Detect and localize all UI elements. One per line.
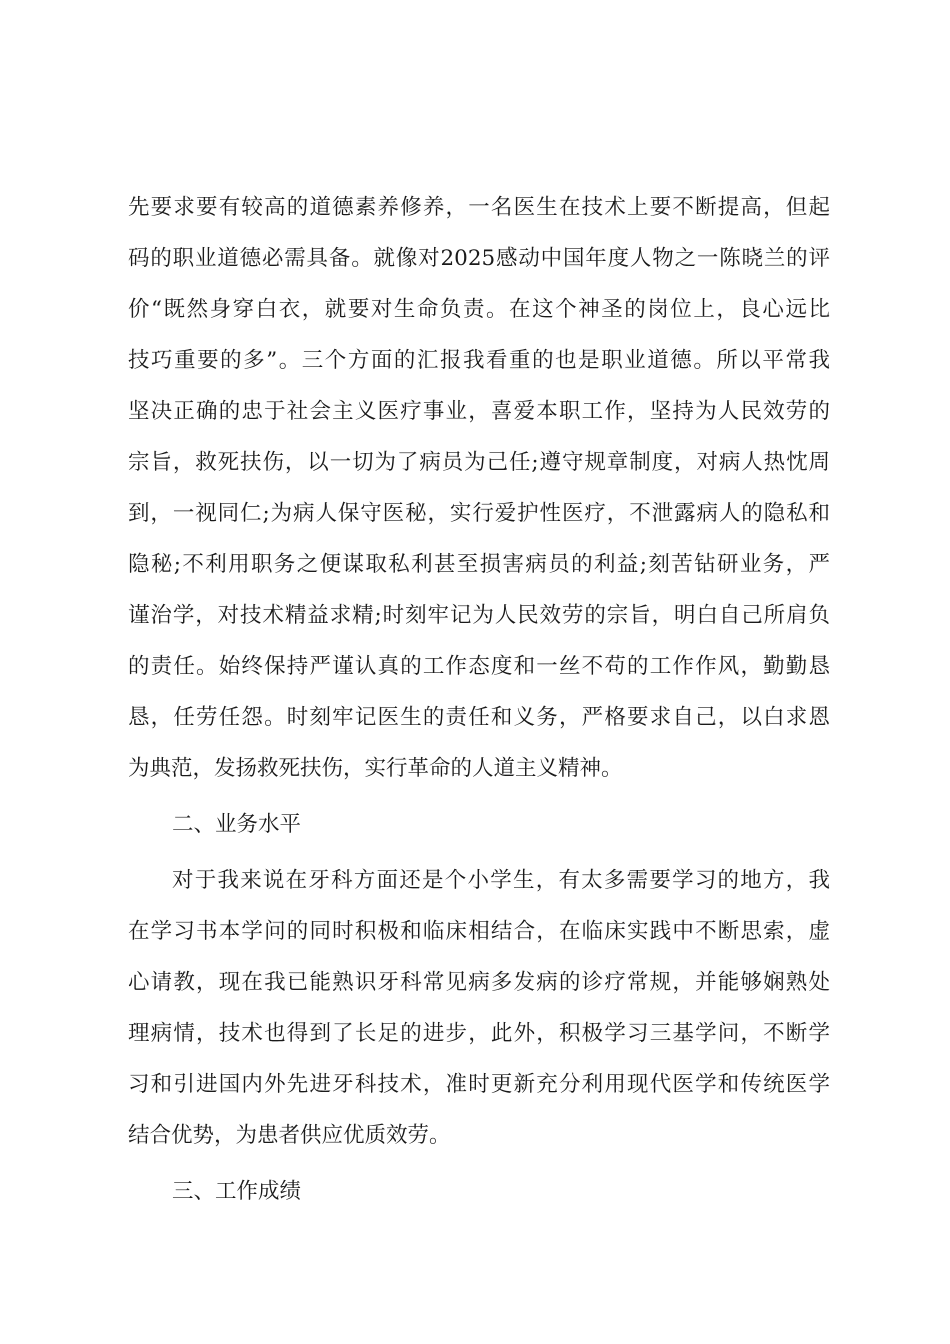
text-line: 码的职业道德必需具备。就像对2025感动中国年度人物之一陈晓兰的评 (128, 246, 830, 271)
section-heading-work-results: 三、工作成绩 (172, 1179, 302, 1204)
text-line: 宗旨，救死扶伤，以一切为了病员为己任;遵守规章制度，对病人热忱周 (128, 450, 830, 475)
text-line: 为典范，发扬救死扶伤，实行革命的人道主义精神。 (128, 756, 623, 781)
text-line: 的责任。始终保持严谨认真的工作态度和一丝不苟的工作作风，勤勤恳 (128, 654, 830, 679)
section-heading-business-level: 二、业务水平 (172, 812, 302, 837)
text-line: 习和引进国内外先进牙科技术，准时更新充分利用现代医学和传统医学 (128, 1072, 830, 1097)
text-line: 先要求要有较高的道德素养修养，一名医生在技术上要不断提高，但起 (128, 195, 830, 220)
text-line: 对于我来说在牙科方面还是个小学生，有太多需要学习的地方，我 (172, 868, 830, 893)
paragraph-business-level (128, 855, 830, 1161)
text-line: 结合优势，为患者供应优质效劳。 (128, 1123, 451, 1148)
text-line: 隐秘;不利用职务之便谋取私利甚至损害病员的利益;刻苦钻研业务，严 (128, 552, 830, 577)
text-line: 心请教，现在我已能熟识牙科常见病多发病的诊疗常规，并能够娴熟处 (128, 970, 830, 995)
text-line: 谨治学，对技术精益求精;时刻牢记为人民效劳的宗旨，明白自己所肩负 (128, 603, 830, 628)
paragraph-professional-ethics (128, 182, 830, 794)
text-line: 恳，任劳任怨。时刻牢记医生的责任和义务，严格要求自己，以白求恩 (128, 705, 830, 730)
text-line: 在学习书本学问的同时积极和临床相结合，在临床实践中不断思索，虚 (128, 919, 830, 944)
text-line: 理病情，技术也得到了长足的进步，此外，积极学习三基学问，不断学 (128, 1021, 830, 1046)
text-line: 到，一视同仁;为病人保守医秘，实行爱护性医疗，不泄露病人的隐私和 (128, 501, 830, 526)
text-line: 价“既然身穿白衣，就要对生命负责。在这个神圣的岗位上，良心远比 (128, 297, 830, 322)
text-line: 坚决正确的忠于社会主义医疗事业，喜爱本职工作，坚持为人民效劳的 (128, 399, 830, 424)
text-line: 技巧重要的多”。三个方面的汇报我看重的也是职业道德。所以平常我 (128, 348, 830, 373)
document-page (128, 182, 830, 1217)
